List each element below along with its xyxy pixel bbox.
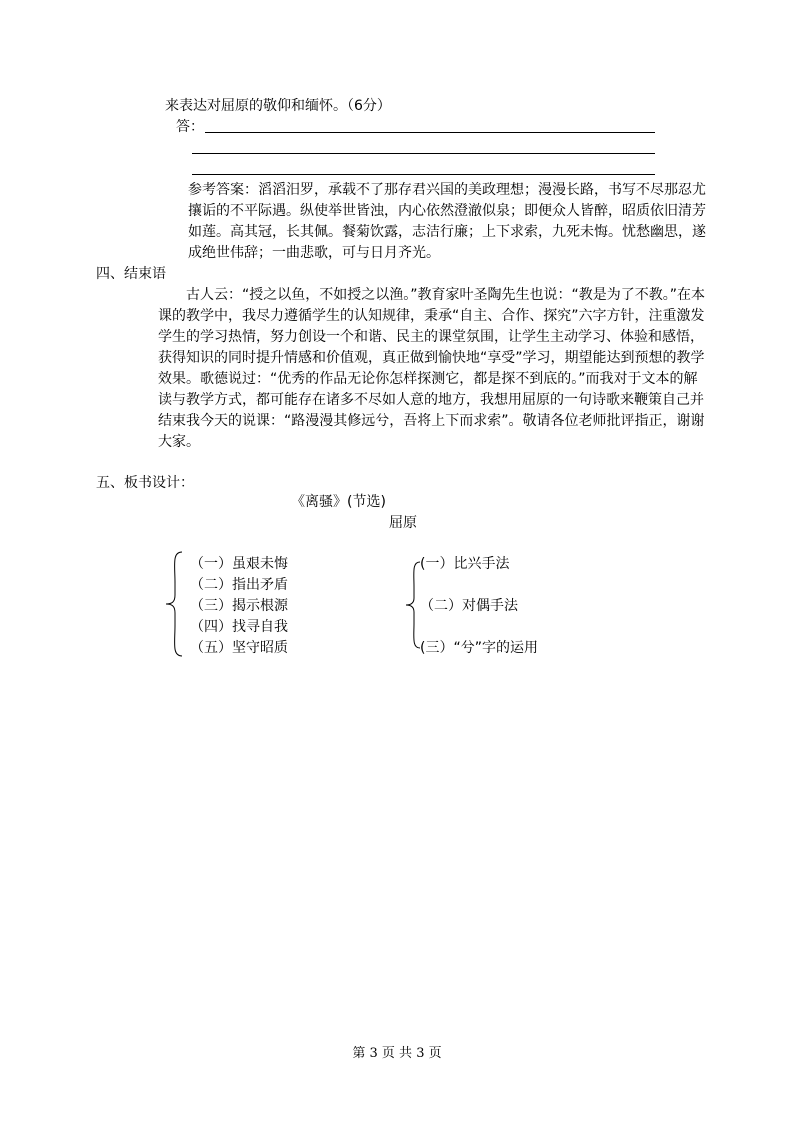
left-item: （一）虽艰未悔 <box>190 556 288 572</box>
section4-heading: 四、结束语 <box>96 266 166 282</box>
board-title: 《离骚》(节选) <box>291 494 386 510</box>
left-item: （三）揭示根源 <box>190 598 288 614</box>
right-item: (一）比兴手法 <box>420 556 510 572</box>
right-item: (三）“兮”字的运用 <box>420 640 538 656</box>
board-author: 屈原 <box>389 515 417 531</box>
answer-line-3 <box>192 174 655 175</box>
answer-label: 答： <box>176 119 204 135</box>
answer-line-2 <box>192 153 655 154</box>
page-footer: 第 3 页 共 3 页 <box>352 1046 442 1061</box>
left-item: （二）指出矛盾 <box>190 577 288 593</box>
question-tail: 来表达对屈原的敬仰和缅怀。（6分） <box>165 98 391 114</box>
answer-line-1 <box>205 132 655 133</box>
section5-heading: 五、板书设计： <box>96 475 194 491</box>
left-brace-icon <box>164 551 184 657</box>
left-item: （四）找寻自我 <box>190 619 288 635</box>
left-item: （五）坚守昭质 <box>190 640 288 656</box>
reference-answer: 参考答案：滔滔汨罗，承载不了那存君兴国的美政理想；漫漫长路，书写不尽那忍尤攘诟的不平际遇。纵使举世皆浊，内心依然澄澈似泉；即便众人皆醉，昭质依旧清芳如莲。高其冠，长其佩。餐菊饮露，志洁行廉；上下求索，九死未悔。忧愁幽思，遂成绝世伟辞；一曲悲歌，可与日月齐光。 <box>188 182 706 261</box>
section4-body: 古人云：“授之以鱼，不如授之以渔。”教育家叶圣陶先生也说：“教是为了不教。”在本课的教学中，我尽力遵循学生的认知规律，秉承“自主、合作、探究”六字方针，注重激发学生的学习热情，努力创设一个和谐、民主的课堂氛围，让学生主动学习、体验和感悟，获得知识的同时提升情感和价值观，真正做到愉快地“享受”学习，期望能达到预想的教学效果。歌德说过：“优秀的作品无论你怎样探测它，都是探不到底的。”而我对于文本的解读与教学方式，都可能存在诸多不尽如人意的地方，我想用屈原的一句诗歌来鞭策自己并结束我今天的说课：“路漫漫其修远兮，吾将上下而求索”。敬请各位老师批评指正，谢谢大家。 <box>158 287 706 450</box>
right-item: （二）对偶手法 <box>420 598 518 614</box>
